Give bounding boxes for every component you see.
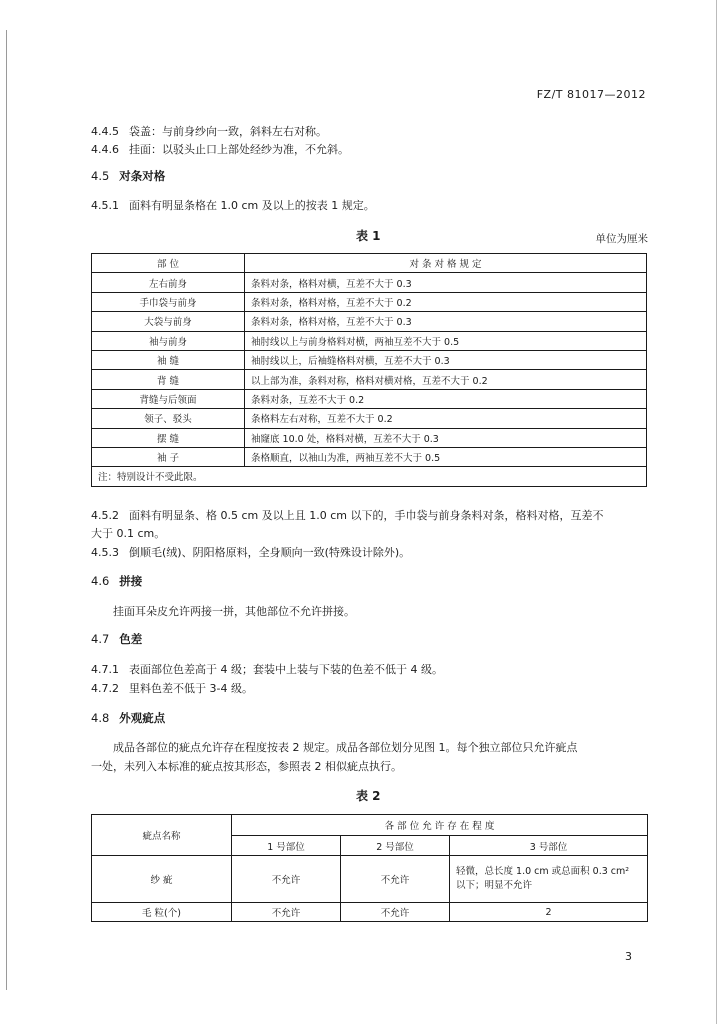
clause-number: 4.7.1 bbox=[91, 663, 119, 676]
part-3-cell bbox=[450, 856, 648, 903]
table-row bbox=[92, 409, 647, 428]
part-1-cell: 不允许 bbox=[232, 856, 341, 903]
clause-number: 4.7.2 bbox=[91, 682, 119, 695]
rule-cell: 条料对条，格料对横，互差不大于 0.3 bbox=[245, 273, 647, 292]
header-allowance-group: 各 部 位 允 许 存 在 程 度 bbox=[232, 815, 648, 836]
rule-cell: 条格料左右对称，互差不大于 0.2 bbox=[245, 409, 647, 428]
part-3-line2: 以下；明显不允许 bbox=[456, 880, 533, 891]
scan-edge-left bbox=[6, 30, 7, 990]
clause-text: 袋盖：与前身纱向一致，斜料左右对称。 bbox=[129, 125, 327, 138]
section-title: 色差 bbox=[119, 632, 143, 646]
part-1-cell: 不允许 bbox=[232, 903, 341, 922]
rule-cell: 条料对条，格料对格，互差不大于 0.3 bbox=[245, 312, 647, 331]
defect-name-cell: 纱 疵 bbox=[92, 856, 232, 903]
part-3-cell: 2 bbox=[450, 903, 648, 922]
section-number: 4.8 bbox=[91, 711, 110, 725]
table-1 bbox=[91, 253, 647, 487]
rule-cell: 袖肘线以上，后袖缝格料对横，互差不大于 0.3 bbox=[245, 350, 647, 369]
clause-text: 表面部位色差高于 4 级；套装中上装与下装的色差不低于 4 级。 bbox=[129, 663, 443, 676]
part-cell: 领子、驳头 bbox=[92, 409, 245, 428]
part-cell: 袖 子 bbox=[92, 447, 245, 466]
clause-number: 4.5.3 bbox=[91, 546, 119, 559]
clause-4-7-1 bbox=[91, 661, 443, 677]
part-cell: 左右前身 bbox=[92, 273, 245, 292]
clause-number: 4.5.2 bbox=[91, 509, 119, 522]
part-cell: 背 缝 bbox=[92, 370, 245, 389]
table-row bbox=[92, 903, 648, 922]
section-title: 对条对格 bbox=[119, 169, 166, 183]
rule-cell: 袖肘线以上与前身格料对横，两袖互差不大于 0.5 bbox=[245, 331, 647, 350]
table-row bbox=[92, 350, 647, 369]
rule-cell: 条料对条，互差不大于 0.2 bbox=[245, 389, 647, 408]
table-row bbox=[92, 370, 647, 389]
part-3-line1: 轻微，总长度 1.0 cm 或总面积 0.3 cm² bbox=[456, 866, 630, 877]
rule-cell: 袖窿底 10.0 处，格料对横，互差不大于 0.3 bbox=[245, 428, 647, 447]
table-row bbox=[92, 273, 647, 292]
clause-text: 面料有明显条、格 0.5 cm 及以上且 1.0 cm 以下的，手巾袋与前身条料对条，格料对格，互差不 bbox=[129, 509, 604, 522]
table-header-row bbox=[92, 815, 648, 836]
header-part-2: 2 号部位 bbox=[341, 836, 450, 856]
table-row bbox=[92, 312, 647, 331]
table-row bbox=[92, 389, 647, 408]
clause-4-5-1 bbox=[91, 197, 375, 213]
part-2-cell: 不允许 bbox=[341, 856, 450, 903]
clause-text: 挂面：以驳头止口上部处经纱为准，不允斜。 bbox=[129, 143, 349, 156]
standard-number: FZ/T 81017—2012 bbox=[536, 88, 646, 101]
clause-4-5-3 bbox=[91, 544, 410, 560]
part-cell: 袖与前身 bbox=[92, 331, 245, 350]
table1-caption: 表 1 bbox=[356, 229, 381, 243]
scan-edge-right bbox=[716, 0, 717, 1024]
section-heading-4-8 bbox=[91, 710, 165, 726]
section-number: 4.7 bbox=[91, 632, 110, 646]
header-defect-name: 疵点名称 bbox=[92, 815, 232, 856]
part-cell: 袖 缝 bbox=[92, 350, 245, 369]
clause-number: 4.4.5 bbox=[91, 125, 119, 138]
header-part-1: 1 号部位 bbox=[232, 836, 341, 856]
clause-4-4-6 bbox=[91, 141, 349, 157]
section-number: 4.6 bbox=[91, 574, 110, 588]
part-cell: 背缝与后领面 bbox=[92, 389, 245, 408]
rule-cell: 条格顺直，以袖山为准，两袖互差不大于 0.5 bbox=[245, 447, 647, 466]
part-cell: 摆 缝 bbox=[92, 428, 245, 447]
part-2-cell: 不允许 bbox=[341, 903, 450, 922]
section-4-6-body: 挂面耳朵皮允许两接一拼，其他部位不允许拼接。 bbox=[113, 605, 355, 618]
table-note-row bbox=[92, 467, 647, 486]
clause-text: 面料有明显条格在 1.0 cm 及以上的按表 1 规定。 bbox=[129, 199, 375, 212]
section-heading-4-5 bbox=[91, 168, 165, 184]
section-title: 拼接 bbox=[119, 574, 143, 588]
table-2 bbox=[91, 814, 648, 922]
table-row bbox=[92, 331, 647, 350]
section-heading-4-6 bbox=[91, 573, 142, 589]
clause-4-5-2 bbox=[91, 507, 604, 523]
table-header-row bbox=[92, 254, 647, 273]
table-note: 注：特别设计不受此限。 bbox=[92, 467, 647, 486]
clause-4-4-5 bbox=[91, 123, 327, 139]
clause-text: 倒顺毛(绒)、阴阳格原料，全身顺向一致(特殊设计除外)。 bbox=[129, 546, 411, 559]
rule-cell: 条料对条，格料对格，互差不大于 0.2 bbox=[245, 292, 647, 311]
section-4-8-body-line1: 成品各部位的疵点允许存在程度按表 2 规定。成品各部位划分见图 1。每个独立部位只允许疵点 bbox=[113, 741, 578, 754]
section-heading-4-7 bbox=[91, 631, 142, 647]
defect-name-cell: 毛 粒(个) bbox=[92, 903, 232, 922]
table2-caption: 表 2 bbox=[356, 789, 381, 803]
rule-cell: 以上部为准，条料对称，格料对横对格，互差不大于 0.2 bbox=[245, 370, 647, 389]
table-row bbox=[92, 856, 648, 903]
section-number: 4.5 bbox=[91, 169, 110, 183]
table-row bbox=[92, 447, 647, 466]
table-row bbox=[92, 428, 647, 447]
clause-text: 里料色差不低于 3-4 级。 bbox=[129, 682, 253, 695]
section-4-8-body-line2: 一处，未列入本标准的疵点按其形态，参照表 2 相似疵点执行。 bbox=[91, 760, 402, 773]
clause-number: 4.5.1 bbox=[91, 199, 119, 212]
clause-4-5-2-continued: 大于 0.1 cm。 bbox=[91, 527, 166, 540]
part-cell: 大袋与前身 bbox=[92, 312, 245, 331]
header-rule: 对 条 对 格 规 定 bbox=[245, 254, 647, 273]
table-row bbox=[92, 292, 647, 311]
clause-number: 4.4.6 bbox=[91, 143, 119, 156]
header-part: 部 位 bbox=[92, 254, 245, 273]
section-title: 外观疵点 bbox=[119, 711, 166, 725]
clause-4-7-2 bbox=[91, 680, 253, 696]
table1-unit: 单位为厘米 bbox=[595, 233, 648, 245]
page-number: 3 bbox=[625, 950, 632, 963]
header-part-3: 3 号部位 bbox=[450, 836, 648, 856]
part-cell: 手巾袋与前身 bbox=[92, 292, 245, 311]
